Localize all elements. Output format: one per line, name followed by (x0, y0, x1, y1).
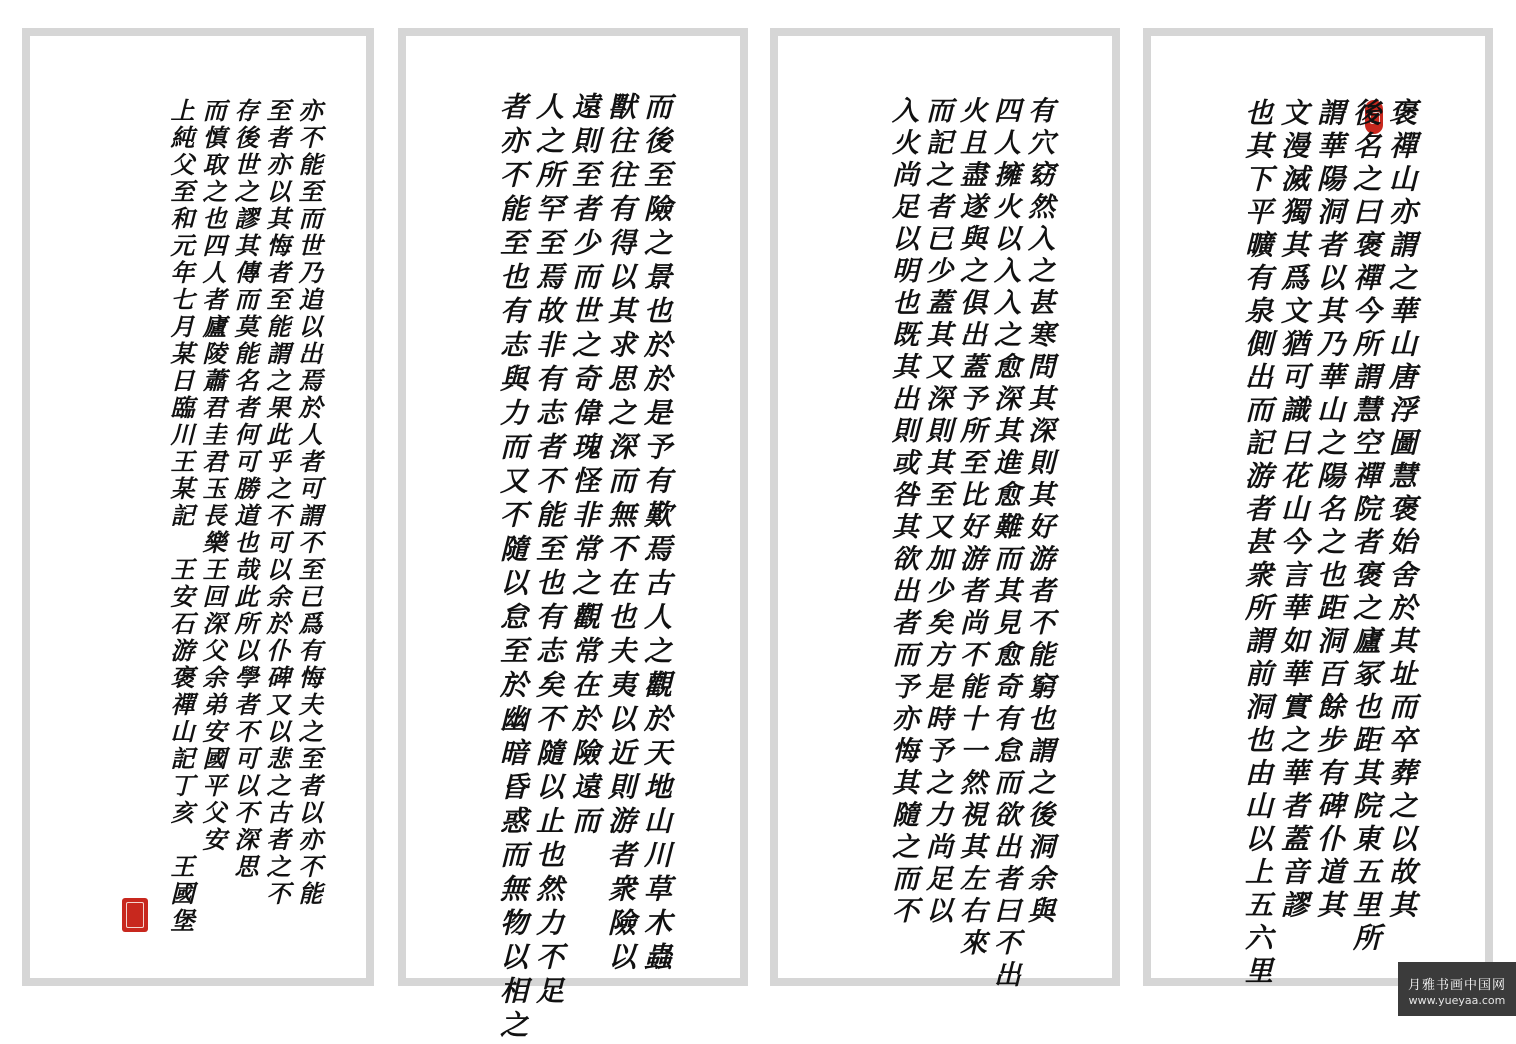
artist-seal (122, 898, 148, 932)
calligraphy-column: 亦不能至而世乃追以出焉於人者可謂不至已爲有悔夫之至者以亦不能 (294, 98, 323, 908)
calligraphy-column: 四人擁火以入入之愈深其進愈難而其見愈奇有怠而欲出者曰不出 (989, 96, 1020, 992)
calligraphy-column: 遠則至者少而世之奇偉瑰怪非常之觀常在於險遠而 (568, 92, 601, 840)
calligraphy-column: 後名之曰褒禪今所謂慧空禪院者褒之廬冢也距其院東五里所 (1349, 98, 1382, 956)
calligraphy-column: 人之所罕至焉故非有志者不能至也有志矣不隨以止也然力不足 (532, 92, 565, 1010)
calligraphy-column: 入火尚足以明也既其出則或咎其欲出者而予亦悔其隨之而不 (887, 96, 918, 928)
calligraphy-columns (110, 98, 322, 938)
calligraphy-column: 也其下平曠有泉側出而記游者甚衆所謂前洞也由山以上五六里 (1241, 98, 1274, 989)
calligraphy-column: 文漫滅獨其爲文猶可識曰花山今言華如華實之華者蓋音謬 (1277, 98, 1310, 923)
calligraphy-column: 謂華陽洞者以其乃華山之陽名之也距洞百餘步有碑仆道其 (1313, 98, 1346, 923)
calligraphy-column: 上純父至和元年七月某日臨川王某記 王安石游褒禪山記丁亥 王國堡 (166, 98, 195, 935)
calligraphy-column: 者亦不能至也有志與力而又不隨以怠至於幽暗昏惑而無物以相之 (496, 92, 529, 1044)
scroll-panel-3 (770, 28, 1120, 992)
calligraphy-columns (858, 96, 1054, 992)
watermark-url: www.yueyaa.com (1408, 994, 1506, 1007)
calligraphy-column: 褒禪山亦謂之華山唐浮圖慧褒始舍於其址而卒葬之以故其 (1385, 98, 1418, 923)
calligraphy-columns (482, 92, 673, 1044)
calligraphy-columns (1226, 98, 1418, 989)
watermark-site-name: 月雅书画中国网 (1407, 978, 1506, 993)
calligraphy-column: 獸往往有得以其求思之深而無不在也夫夷以近則游者衆險以 (604, 92, 637, 976)
scroll-panel-2 (398, 28, 748, 1044)
scroll-panel-1 (22, 28, 374, 986)
calligraphy-column: 而後至險之景也於於是予有歎焉古人之觀於天地山川草木蟲 (640, 92, 673, 976)
calligraphy-column: 有穴窈然入之甚寒問其深則其好游者不能窮也謂之後洞余與 (1023, 96, 1054, 928)
site-watermark (1398, 962, 1516, 1016)
calligraphy-column: 火且盡遂與之俱出蓋予所至比好游者尚不能十一然視其左右來 (955, 96, 986, 960)
calligraphy-column: 而記之者已少蓋其又深則其至又加少矣方是時予之力尚足以 (921, 96, 952, 928)
calligraphy-column: 存後世之謬其傳而莫能名者何可勝道也哉此所以學者不可以不深思 (230, 98, 259, 881)
calligraphy-column: 而慎取之也四人者廬陵蕭君圭君玉長樂王回深父余弟安國平父安 (198, 98, 227, 854)
calligraphy-column: 至者亦以其悔者至能謂之果此乎之不可以余於仆碑又以悲之古者之不 (262, 98, 291, 908)
